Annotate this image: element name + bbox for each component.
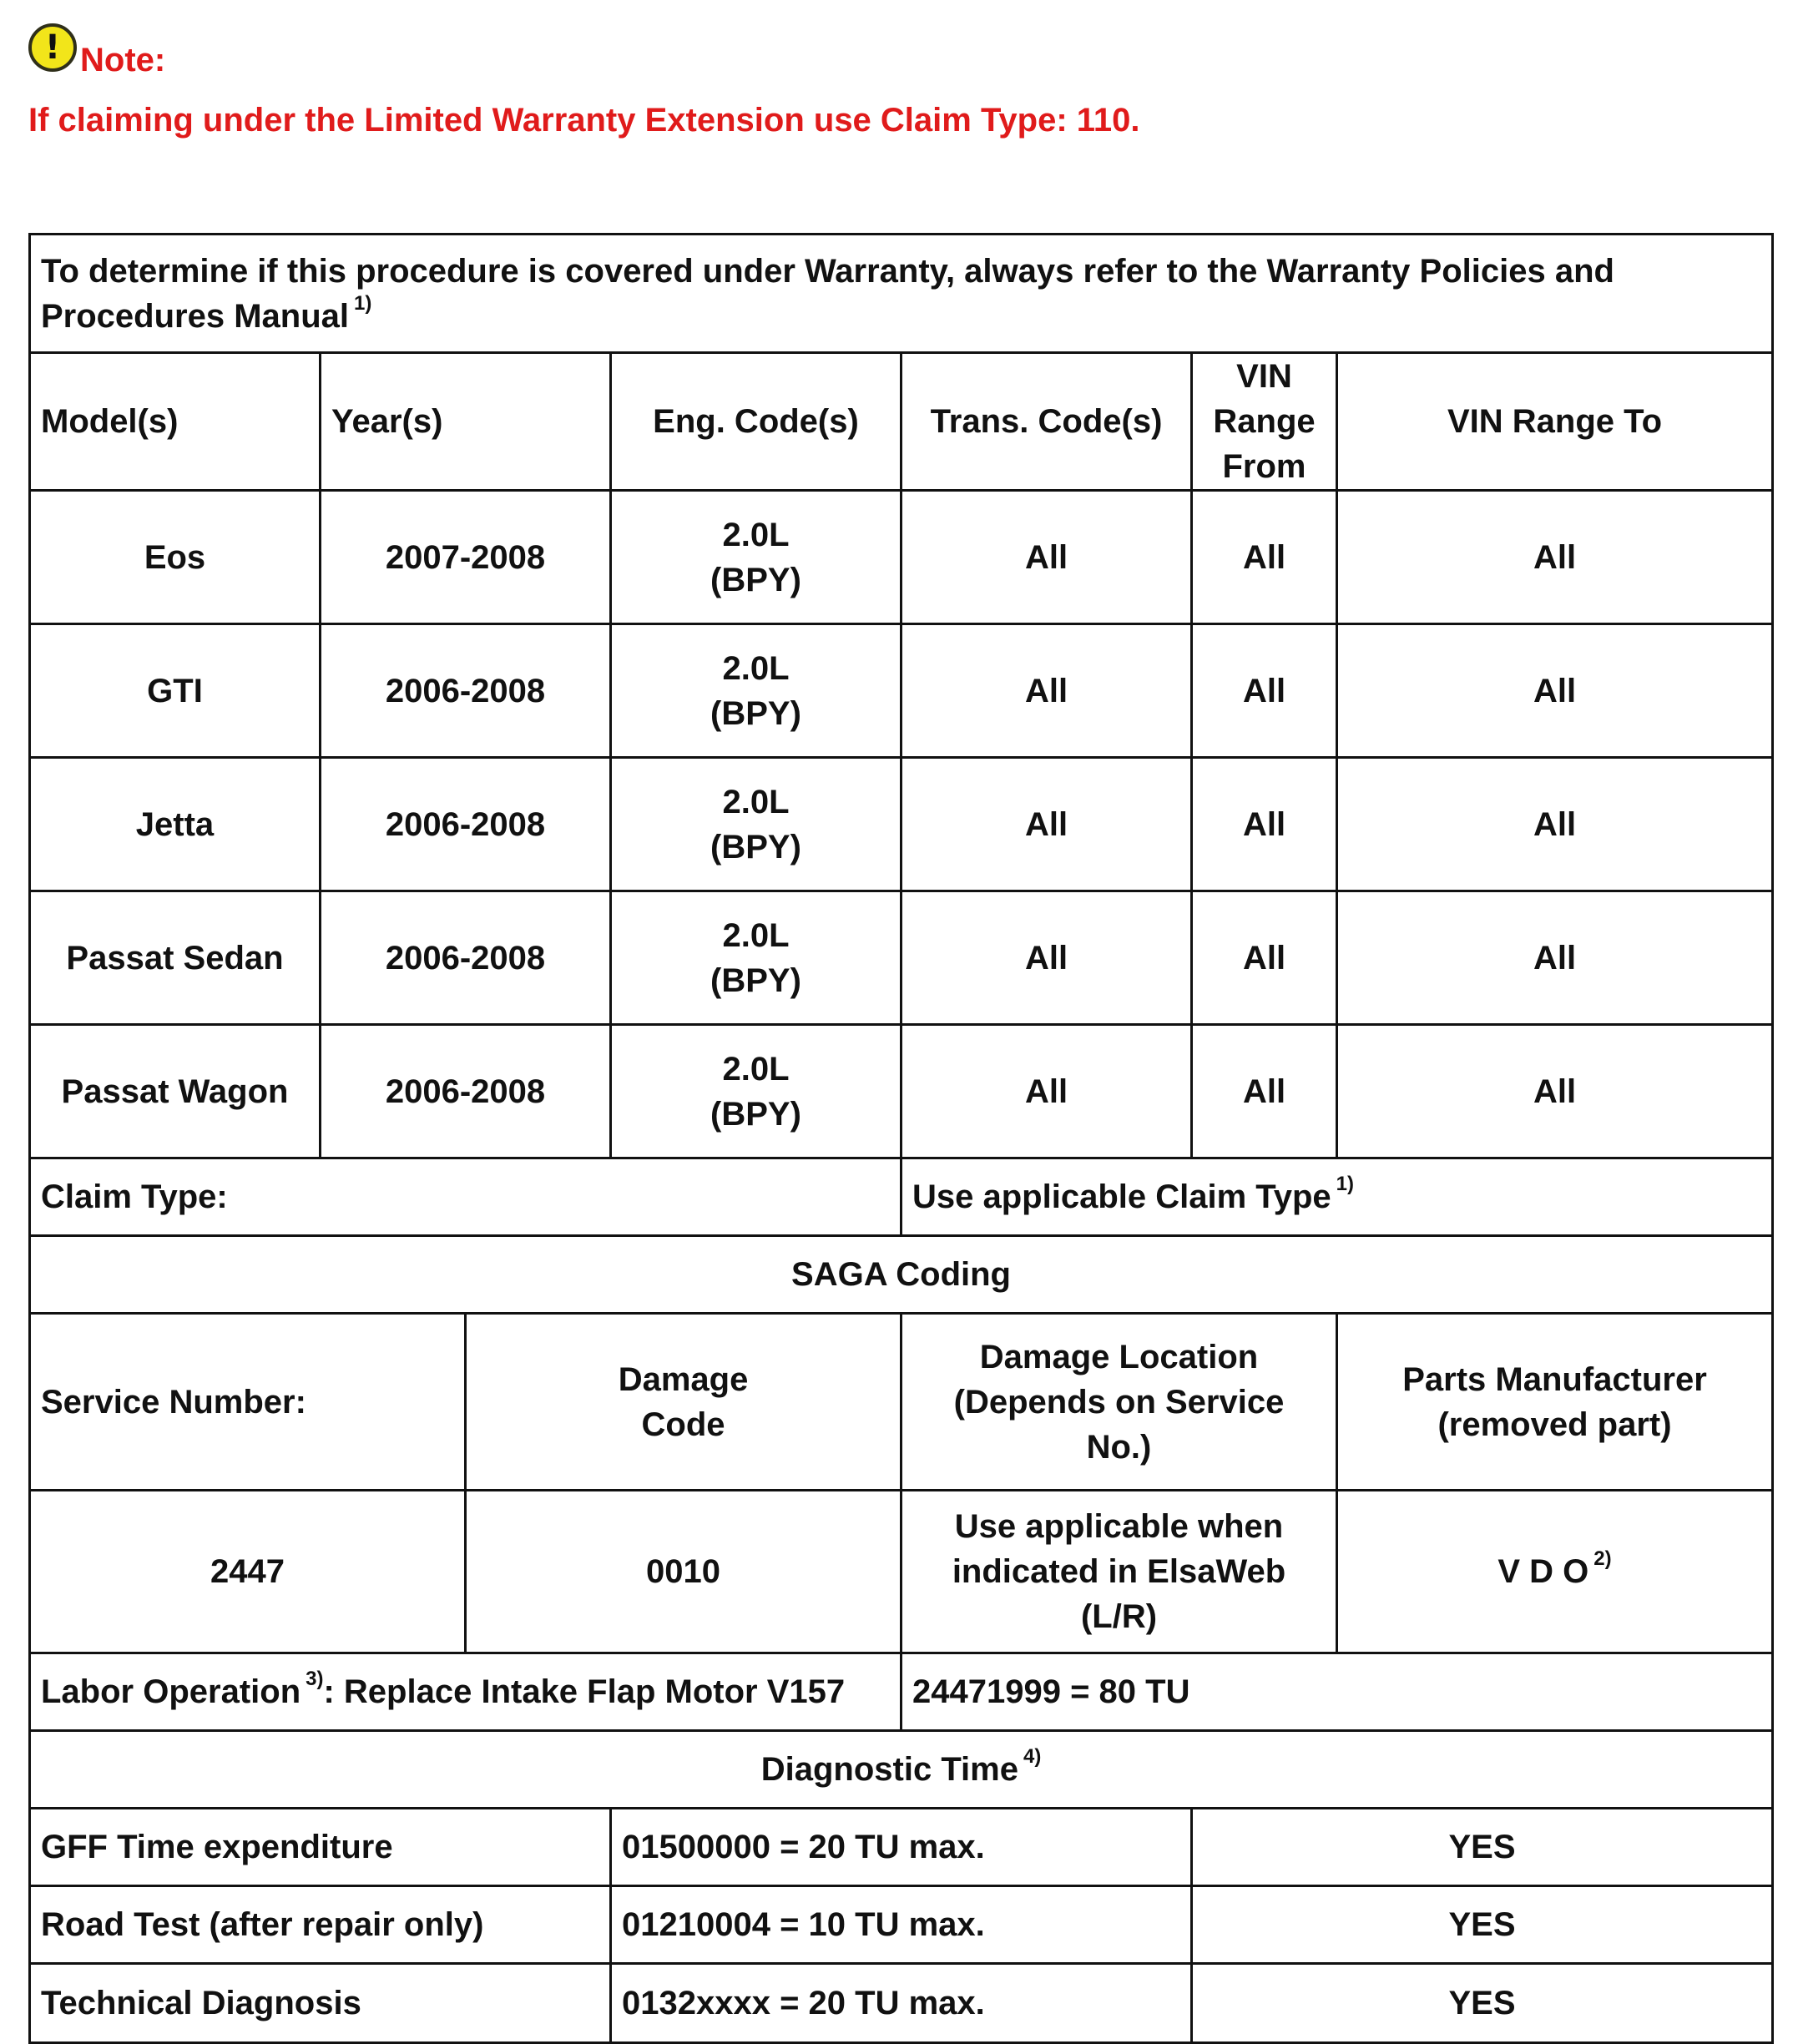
table-row [30, 891, 1773, 1025]
saga-values-row [30, 1491, 1773, 1653]
trans-cell: All [902, 758, 1192, 891]
parts-manufacturer-header [1337, 1314, 1773, 1491]
claim-type-footnote-ref: 1) [1336, 1173, 1355, 1195]
header-eng-code: Eng. Code(s) [611, 353, 902, 491]
note-header [28, 22, 165, 80]
saga-heading: SAGA Coding [30, 1236, 1773, 1314]
eng-code: (BPY) [710, 561, 801, 598]
table-row [30, 624, 1773, 758]
claim-type-row [30, 1158, 1773, 1236]
claim-type-value-cell [902, 1158, 1773, 1236]
years-cell: 2007-2008 [321, 491, 611, 624]
note-text: If claiming under the Limited Warranty Extension use Claim Type: 110. [28, 102, 1140, 139]
note-label: Note: [80, 41, 166, 78]
header-vin-from: VIN Range From [1192, 353, 1337, 491]
eng-code-cell [611, 891, 902, 1025]
intro-footnote-ref: 1) [354, 291, 372, 315]
service-number-header: Service Number: [30, 1314, 466, 1491]
parts-manufacturer-value [1337, 1491, 1773, 1653]
vin-to-cell: All [1337, 624, 1773, 758]
eng-code: (BPY) [710, 828, 801, 866]
diagnostic-label: Technical Diagnosis [30, 1964, 611, 2043]
saga-header-row [30, 1314, 1773, 1491]
parts-manufacturer-header-line1: Parts Manufacturer [1402, 1360, 1707, 1398]
vin-from-cell: All [1192, 1025, 1337, 1158]
diagnostic-heading-text: Diagnostic Time [760, 1751, 1018, 1788]
diagnostic-code: 0132xxxx = 20 TU max. [611, 1964, 1192, 2043]
diagnostic-label: GFF Time expenditure [30, 1809, 611, 1886]
eng-code-cell [611, 624, 902, 758]
damage-code-header-line1: Damage [618, 1360, 749, 1398]
eng-size: 2.0L [722, 783, 790, 820]
claim-type-label: Claim Type: [30, 1158, 902, 1236]
eng-code: (BPY) [710, 694, 801, 732]
header-model: Model(s) [30, 353, 321, 491]
trans-cell: All [902, 891, 1192, 1025]
claim-type-value: Use applicable Claim Type [912, 1178, 1331, 1215]
trans-cell: All [902, 491, 1192, 624]
years-cell: 2006-2008 [321, 624, 611, 758]
damage-location-value-line3: (L/R) [1080, 1598, 1158, 1635]
parts-manufacturer-footnote-ref: 2) [1593, 1547, 1612, 1570]
vin-to-cell: All [1337, 491, 1773, 624]
parts-manufacturer-header-line2: (removed part) [1437, 1406, 1672, 1443]
diagnostic-code: 01210004 = 10 TU max. [611, 1886, 1192, 1964]
model-cell: Eos [30, 491, 321, 624]
parts-manufacturer-name: V D O [1497, 1553, 1589, 1590]
header-vin-to: VIN Range To [1337, 353, 1773, 491]
labor-row [30, 1653, 1773, 1731]
intro-row [30, 235, 1773, 353]
trans-cell: All [902, 1025, 1192, 1158]
damage-location-header-line1: Damage Location [979, 1338, 1259, 1375]
diagnostic-heading [30, 1731, 1773, 1809]
diagnostic-row [30, 1886, 1773, 1964]
damage-code-header [466, 1314, 902, 1491]
vin-to-cell: All [1337, 758, 1773, 891]
labor-label [30, 1653, 902, 1731]
labor-label-prefix: Labor Operation [41, 1673, 301, 1710]
damage-location-header-line2: (Depends on Service [953, 1383, 1285, 1421]
eng-code: (BPY) [710, 961, 801, 999]
vin-from-cell: All [1192, 624, 1337, 758]
header-trans-code: Trans. Code(s) [902, 353, 1192, 491]
years-cell: 2006-2008 [321, 758, 611, 891]
labor-value: 24471999 = 80 TU [902, 1653, 1773, 1731]
vin-from-cell: All [1192, 758, 1337, 891]
damage-location-value-line2: indicated in ElsaWeb [952, 1553, 1286, 1590]
damage-code-header-line2: Code [641, 1406, 725, 1443]
diagnostic-row [30, 1809, 1773, 1886]
table-row [30, 758, 1773, 891]
damage-location-value [902, 1491, 1337, 1653]
eng-size: 2.0L [722, 1050, 790, 1088]
warranty-table [28, 233, 1774, 2044]
diagnostic-heading-row [30, 1731, 1773, 1809]
eng-code: (BPY) [710, 1095, 801, 1133]
eng-size: 2.0L [722, 649, 790, 687]
vin-to-cell: All [1337, 1025, 1773, 1158]
table-row [30, 491, 1773, 624]
eng-code-cell [611, 491, 902, 624]
damage-location-header [902, 1314, 1337, 1491]
diagnostic-status: YES [1192, 1964, 1773, 2043]
model-cell: Passat Sedan [30, 891, 321, 1025]
eng-code-cell [611, 1025, 902, 1158]
vin-to-cell: All [1337, 891, 1773, 1025]
trans-cell: All [902, 624, 1192, 758]
eng-size: 2.0L [722, 516, 790, 553]
damage-location-header-line3: No.) [1086, 1428, 1152, 1466]
model-cell: Passat Wagon [30, 1025, 321, 1158]
years-cell: 2006-2008 [321, 1025, 611, 1158]
diagnostic-status: YES [1192, 1886, 1773, 1964]
diagnostic-code: 01500000 = 20 TU max. [611, 1809, 1192, 1886]
intro-text: To determine if this procedure is covered under Warranty, always refer to the Warranty Policies and Procedures Manual [41, 252, 1614, 335]
years-cell: 2006-2008 [321, 891, 611, 1025]
warning-icon: ! [28, 23, 77, 72]
header-years: Year(s) [321, 353, 611, 491]
damage-location-value-line1: Use applicable when [954, 1508, 1284, 1545]
diagnostic-label: Road Test (after repair only) [30, 1886, 611, 1964]
diagnostic-status: YES [1192, 1809, 1773, 1886]
eng-code-cell [611, 758, 902, 891]
model-cell: Jetta [30, 758, 321, 891]
labor-footnote-ref: 3) [306, 1668, 324, 1690]
diagnostic-footnote-ref: 4) [1023, 1745, 1042, 1768]
eng-size: 2.0L [722, 916, 790, 954]
vin-from-cell: All [1192, 891, 1337, 1025]
model-cell: GTI [30, 624, 321, 758]
diagnostic-row [30, 1964, 1773, 2043]
service-number-value: 2447 [30, 1491, 466, 1653]
saga-heading-row [30, 1236, 1773, 1314]
table-row [30, 1025, 1773, 1158]
vin-from-cell: All [1192, 491, 1337, 624]
header-row [30, 353, 1773, 491]
intro-cell [30, 235, 1773, 353]
damage-code-value: 0010 [466, 1491, 902, 1653]
labor-label-suffix: : Replace Intake Flap Motor V157 [323, 1673, 846, 1710]
